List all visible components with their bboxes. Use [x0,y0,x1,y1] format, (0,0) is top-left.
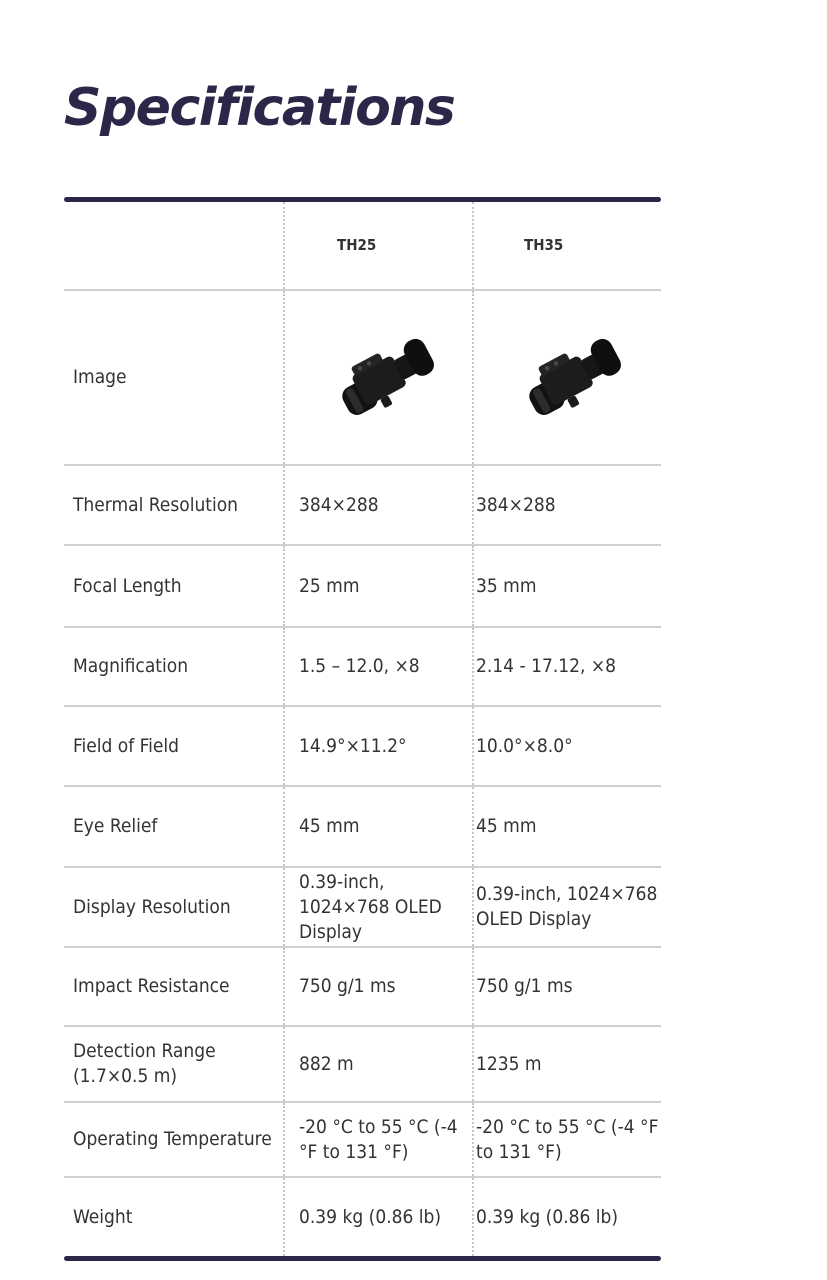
header-empty-cell [64,202,284,290]
thermal-scope-image [315,323,445,433]
column-header-th35: TH35 [473,202,661,290]
cell-th35: 384×288 [473,465,661,545]
cell-th25: -20 °C to 55 °C (-4 °F to 131 °F) [284,1102,473,1177]
cell-th25: 1.5 – 12.0, ×8 [284,627,473,706]
cell-th25: 384×288 [284,465,473,545]
table-row [64,706,661,786]
table-row [64,1177,661,1256]
cell-th35: 10.0°×8.0° [473,706,661,786]
row-label: Field of Field [64,706,284,786]
table-row [64,786,661,867]
product-image-th35 [473,290,661,465]
cell-th35: -20 °C to 55 °C (-4 °F to 131 °F) [473,1102,661,1177]
cell-th25: 882 m [284,1026,473,1102]
table-row [64,1026,661,1102]
row-label: Eye Relief [64,786,284,867]
cell-th35: 2.14 - 17.12, ×8 [473,627,661,706]
table-bottom-rule [64,1256,661,1261]
cell-th25: 0.39 kg (0.86 lb) [284,1177,473,1256]
table-row [64,867,661,947]
table-row [64,465,661,545]
thermal-scope-image [502,323,632,433]
row-label: Image [64,290,284,465]
row-label: Display Resolution [64,867,284,947]
cell-th35: 0.39-inch, 1024×768 OLED Display [473,867,661,947]
table-row [64,947,661,1026]
cell-th35: 0.39 kg (0.86 lb) [473,1177,661,1256]
column-header-th25: TH25 [284,202,473,290]
table-row [64,627,661,706]
row-label: Magnification [64,627,284,706]
row-label: Thermal Resolution [64,465,284,545]
row-label: Detection Range (1.7×0.5 m) [64,1026,284,1102]
table-header-row [64,202,661,290]
row-label: Impact Resistance [64,947,284,1026]
cell-th35: 45 mm [473,786,661,867]
table-row [64,545,661,627]
cell-th25: 25 mm [284,545,473,627]
table-row [64,1102,661,1177]
cell-th35: 750 g/1 ms [473,947,661,1026]
cell-th25: 750 g/1 ms [284,947,473,1026]
table-row-image [64,290,661,465]
cell-th25: 14.9°×11.2° [284,706,473,786]
product-image-th25 [284,290,473,465]
row-label: Operating Temperature [64,1102,284,1177]
cell-th35: 1235 m [473,1026,661,1102]
row-label: Weight [73,1205,133,1228]
cell-th25: 45 mm [284,786,473,867]
specifications-table [64,202,661,1256]
cell-th35: 35 mm [473,545,661,627]
page-title: Specifications [64,78,455,138]
cell-th25: 0.39-inch, 1024×768 OLED Display [284,867,473,947]
row-label: Focal Length [64,545,284,627]
